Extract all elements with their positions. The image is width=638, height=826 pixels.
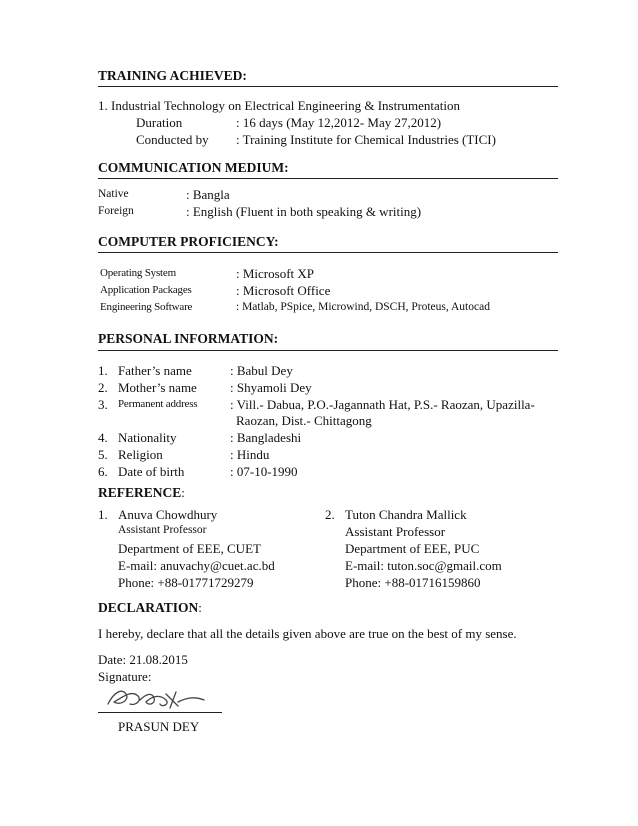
conducted-label: Conducted by xyxy=(136,132,209,147)
declaration-heading-text: DECLARATION xyxy=(98,600,199,615)
communication-heading: COMMUNICATION MEDIUM: xyxy=(98,160,289,175)
native-value: : Bangla xyxy=(186,187,230,202)
declaration-heading-colon: : xyxy=(198,600,202,615)
signature-image xyxy=(100,682,220,714)
religion-value: : Hindu xyxy=(230,447,270,462)
mother-value: : Shyamoli Dey xyxy=(230,380,312,395)
foreign-label: Foreign xyxy=(98,205,134,217)
eng-software-label: Engineering Software xyxy=(100,301,193,313)
communication-rule xyxy=(98,178,558,179)
ref2-name: Tuton Chandra Mallick xyxy=(345,507,467,522)
eng-software-value: : Matlab, PSpice, Microwind, DSCH, Proteus, Autocad xyxy=(236,301,490,313)
ref1-title: Assistant Professor xyxy=(118,524,207,536)
os-label: Operating System xyxy=(100,267,176,279)
declaration-heading xyxy=(98,599,202,617)
dob-label: Date of birth xyxy=(118,464,185,479)
declaration-text: I hereby, declare that all the details given above are true on the best of my sense. xyxy=(98,626,517,641)
reference-heading-text: REFERENCE xyxy=(98,485,182,500)
personal-num: 2. xyxy=(98,380,108,395)
ref1-email: E-mail: anuvachy@cuet.ac.bd xyxy=(118,558,275,573)
signature-label: Signature: xyxy=(98,669,152,684)
mother-label: Mother’s name xyxy=(118,380,197,395)
os-value: : Microsoft XP xyxy=(236,266,314,281)
signature-line xyxy=(98,712,222,713)
training-rule xyxy=(98,86,558,87)
father-label: Father’s name xyxy=(118,363,192,378)
personal-heading: PERSONAL INFORMATION: xyxy=(98,331,279,346)
computer-heading: COMPUTER PROFICIENCY: xyxy=(98,234,279,249)
address-value: : Vill.- Dabua, P.O.-Jagannath Hat, P.S.- Raozan, Upazilla- xyxy=(230,397,535,412)
duration-label: Duration xyxy=(136,115,183,130)
ref1-num: 1. xyxy=(98,507,108,522)
training-heading: TRAINING ACHIEVED: xyxy=(98,68,247,83)
address-value-line2: Raozan, Dist.- Chittagong xyxy=(236,413,372,428)
dob-value: : 07-10-1990 xyxy=(230,464,298,479)
apps-label: Application Packages xyxy=(100,284,192,296)
father-value: : Babul Dey xyxy=(230,363,293,378)
training-item: 1. Industrial Technology on Electrical Engineering & Instrumentation xyxy=(98,98,461,113)
ref2-phone: Phone: +88-01716159860 xyxy=(345,575,481,590)
apps-value: : Microsoft Office xyxy=(236,283,331,298)
declaration-date: Date: 21.08.2015 xyxy=(98,652,188,667)
personal-num: 5. xyxy=(98,447,108,462)
ref1-dept: Department of EEE, CUET xyxy=(118,541,261,556)
computer-rule xyxy=(98,252,558,253)
ref1-name: Anuva Chowdhury xyxy=(118,507,218,522)
duration-value: : 16 days (May 12,2012- May 27,2012) xyxy=(236,115,442,130)
personal-num: 6. xyxy=(98,464,108,479)
religion-label: Religion xyxy=(118,447,163,462)
ref2-title: Assistant Professor xyxy=(345,524,446,539)
ref2-dept: Department of EEE, PUC xyxy=(345,541,480,556)
personal-num: 1. xyxy=(98,363,108,378)
address-label: Permanent address xyxy=(118,398,198,410)
reference-heading xyxy=(98,484,185,502)
ref1-phone: Phone: +88-01771729279 xyxy=(118,575,254,590)
ref2-num: 2. xyxy=(325,507,335,522)
personal-num: 4. xyxy=(98,430,108,445)
personal-num: 3. xyxy=(98,397,108,412)
nationality-value: : Bangladeshi xyxy=(230,430,302,445)
conducted-value: : Training Institute for Chemical Industries (TICI) xyxy=(236,132,496,147)
nationality-label: Nationality xyxy=(118,430,177,445)
native-label: Native xyxy=(98,188,129,200)
personal-rule xyxy=(98,350,558,351)
foreign-value: : English (Fluent in both speaking & writing) xyxy=(186,204,422,219)
ref2-email: E-mail: tuton.soc@gmail.com xyxy=(345,558,502,573)
signer-name: PRASUN DEY xyxy=(118,719,200,734)
reference-heading-colon: : xyxy=(181,485,185,500)
